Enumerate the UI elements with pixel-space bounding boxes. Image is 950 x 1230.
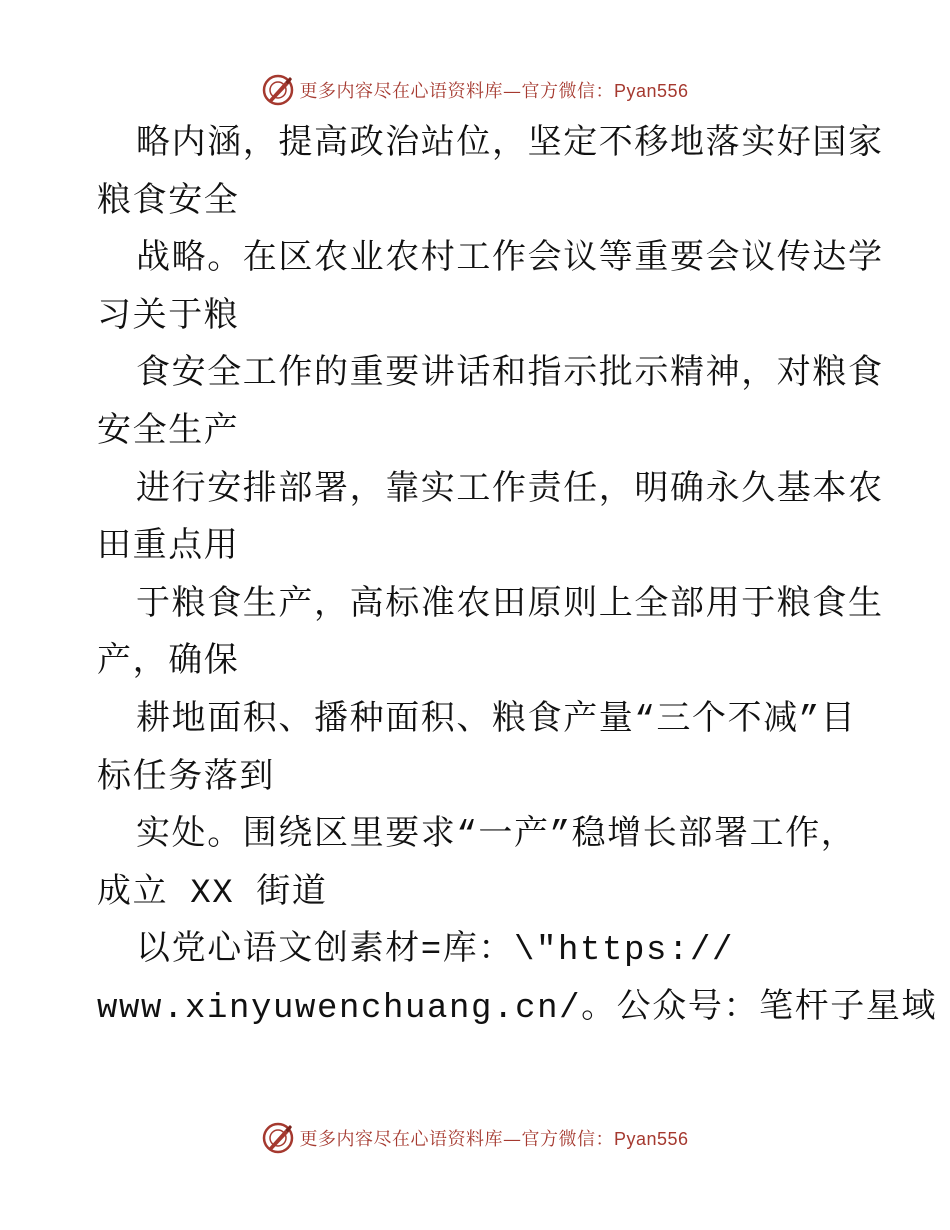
pen-logo-icon [261, 73, 295, 107]
body-line: www.xinyuwenchuang.cn/。公众号：笔杆子星域 [97, 989, 938, 1028]
pen-logo-icon [261, 1121, 295, 1155]
footer-watermark [0, 1118, 950, 1158]
body-line: 耕地面积、播种面积、粮食产量“三个不减”目 [136, 701, 857, 740]
footer-text: 更多内容尽在心语资料库—官方微信：Pyan556 [299, 1129, 689, 1150]
body-line: 以党心语文创素材=库：\"https:// [136, 932, 735, 971]
body-line: 粮食安全 [97, 183, 240, 222]
body-line: 田重点用 [97, 529, 240, 568]
body-line: 食安全工作的重要讲话和指示批示精神，对粮食 [136, 356, 884, 395]
body-line: 略内涵，提高政治站位，坚定不移地落实好国家 [136, 126, 884, 164]
body-line: 于粮食生产，高标准农田原则上全部用于粮食生 [136, 586, 884, 625]
body-line: 标任务落到 [97, 759, 275, 798]
body-line: 实处。围绕区里要求“一产”稳增长部署工作， [136, 817, 857, 856]
header-watermark [0, 70, 950, 110]
body-line: 成立 XX 街道 [97, 874, 328, 913]
body-line: 产，确保 [97, 644, 240, 683]
body-line: 进行安排部署，靠实工作责任，明确永久基本农 [136, 471, 884, 510]
body-line: 习关于粮 [97, 298, 240, 337]
document-body [97, 117, 938, 1039]
body-line: 战略。在区农业农村工作会议等重要会议传达学 [136, 241, 884, 280]
header-text: 更多内容尽在心语资料库—官方微信：Pyan556 [299, 81, 689, 102]
body-line: 安全生产 [97, 413, 240, 452]
